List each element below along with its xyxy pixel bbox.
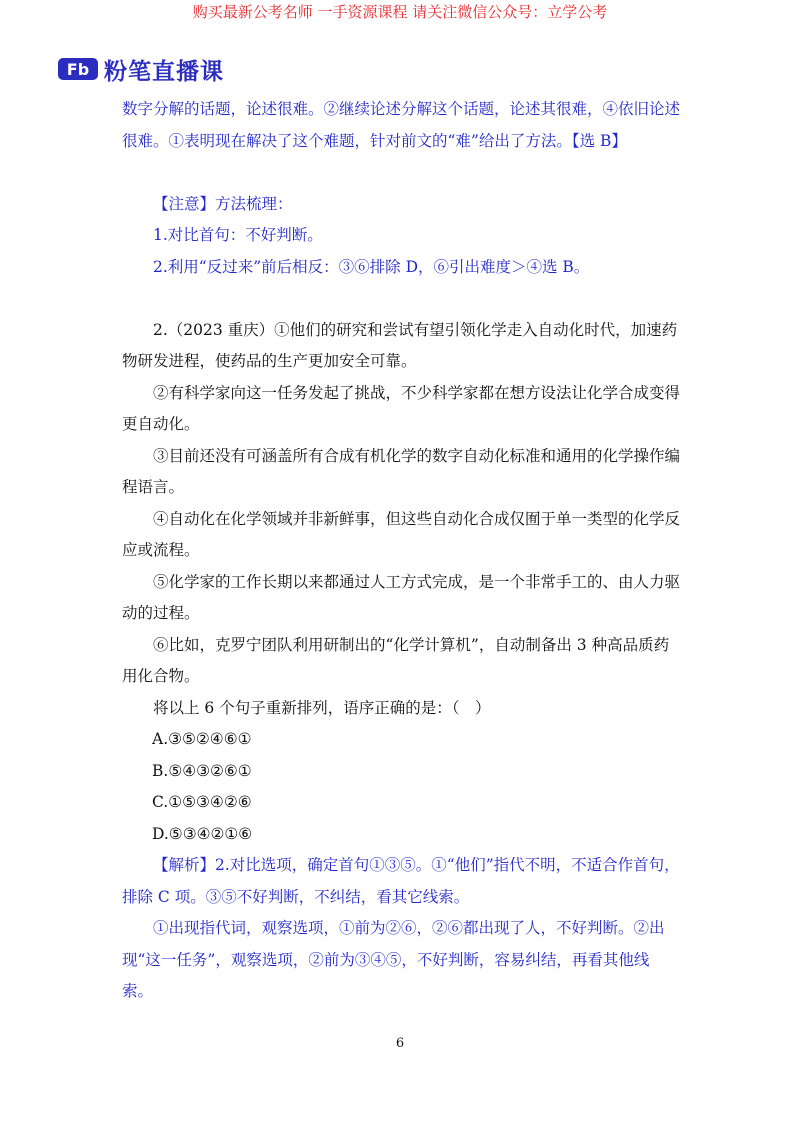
brand-name: 粉笔直播课 [104, 58, 224, 85]
note-item: 2.利用“反过来”前后相反：③⑥排除 D，⑥引出难度＞④选 B。 [153, 257, 590, 276]
note-title: 【注意】方法梳理： [153, 194, 293, 213]
question-sentence: ⑥比如，克罗宁团队利用研制出的“化学计算机”，自动制备出 3 种高品质药用化合物。 [122, 635, 670, 685]
option-c: C.①⑤③④②⑥ [152, 793, 252, 811]
fb-logo-icon [58, 56, 98, 82]
brand-logo [58, 54, 224, 84]
question-sentence: ②有科学家向这一任务发起了挑战，不少科学家都在想方设法让化学合成变得更自动化。 [122, 383, 681, 433]
question-sentence: ⑤化学家的工作长期以来都通过人工方式完成，是一个非常手工的、由人力驱动的过程。 [122, 572, 681, 622]
note-item: 1.对比首句：不好判断。 [153, 226, 323, 244]
promo-banner: 购买最新公考名师 一手资源课程 请关注微信公众号：立学公考 [192, 3, 608, 21]
option-b: B.⑤④③②⑥① [152, 761, 252, 780]
question-sentence: 2.（2023 重庆）①他们的研究和尝试有望引领化学走入自动化时代，加速药物研发进程，使药品的生产更加安全可靠。 [122, 320, 678, 370]
question-sentence: ④自动化在化学领域并非新鲜事，但这些自动化合成仅囿于单一类型的化学反应或流程。 [122, 509, 681, 559]
question-sentence: ③目前还没有可涵盖所有合成有机化学的数字自动化标准和通用的化学操作编程语言。 [122, 446, 681, 496]
answer-paragraph: 数字分解的话题，论述很难。②继续论述分解这个话题，论述其很难，④依旧论述很难。①表明现在解决了这个难题，针对前文的“难”给出了方法。【选 B】 [122, 100, 681, 150]
spacer [122, 157, 680, 189]
option-a: A.③⑤②④⑥① [152, 730, 252, 748]
logo-mark-text: Fb [66, 60, 90, 79]
analysis-paragraph: ①出现指代词，观察选项，①前为②⑥，②⑥都出现了人，不好判断。②出现“这一任务”，观察选项，②前为③④⑤，不好判断，容易纠结，再看其他线索。 [122, 919, 665, 1000]
question-prompt: 将以上 6 个句子重新排列，语序正确的是：（ ） [153, 698, 491, 717]
analysis-paragraph: 【解析】2.对比选项，确定首句①③⑤。①“他们”指代不明，不适合作首句，排除 C 项。③⑤不好判断，不纠结，看其它线索。 [122, 856, 680, 906]
document-body [122, 94, 680, 1008]
option-d: D.⑤③④②①⑥ [152, 824, 253, 843]
page-number: 6 [395, 1036, 405, 1051]
spacer [122, 283, 680, 315]
